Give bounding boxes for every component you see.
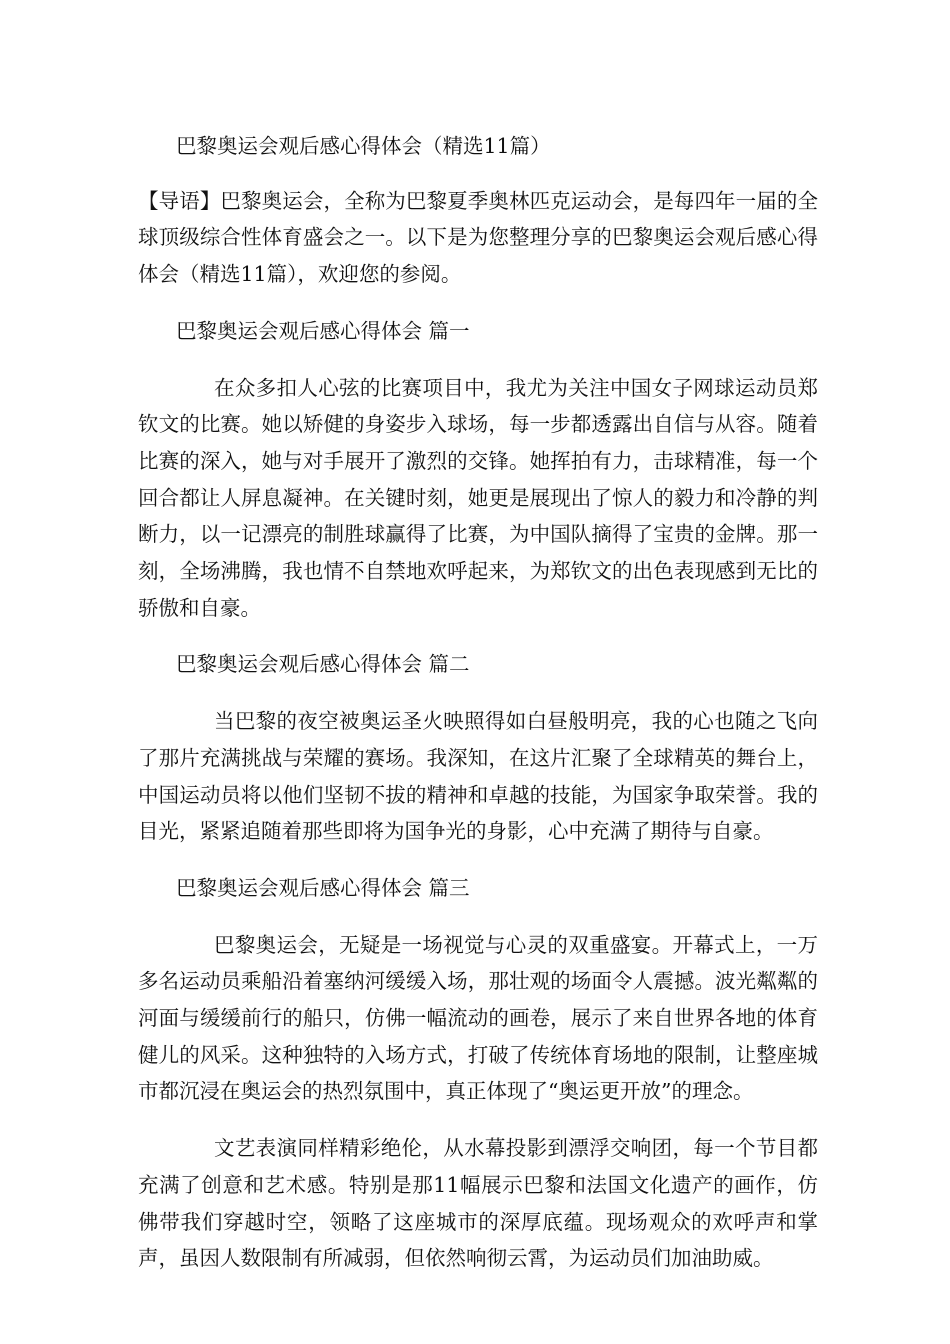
section-heading-2: 巴黎奥运会观后感心得体会 篇二 bbox=[176, 652, 470, 677]
section-3-paragraph-1: 巴黎奥运会，无疑是一场视觉与心灵的双重盛宴。开幕式上，一万多名运动员乘船沿着塞纳河缓缓入场，那壮观的场面令人震撼。波光粼粼的河面与缓缓前行的船只，仿佛一幅流动的画卷，展示了来自世界各地的体育健儿的风采。这种独特的入场方式，打破了传统体育场地的限制，让整座城市都沉浸在奥运会的热烈氛围中，真正体现了“奥运更开放”的理念。 bbox=[138, 932, 818, 1104]
section-3-paragraph-2: 文艺表演同样精彩绝伦，从水幕投影到漂浮交响团，每一个节目都充满了创意和艺术感。特别是那11幅展示巴黎和法国文化遗产的画作，仿佛带我们穿越时空，领略了这座城市的深厚底蕴。现场观众的欢呼声和掌声，虽因人数限制有所减弱，但依然响彻云霄，为运动员们加油助威。 bbox=[138, 1136, 818, 1271]
section-1-paragraph-1: 在众多扣人心弦的比赛项目中，我尤为关注中国女子网球运动员郑钦文的比赛。她以矫健的身姿步入球场，每一步都透露出自信与从容。随着比赛的深入，她与对手展开了激烈的交锋。她挥拍有力，击球精准，每一个回合都让人屏息凝神。在关键时刻，她更是展现出了惊人的毅力和冷静的判断力，以一记漂亮的制胜球赢得了比赛，为中国队摘得了宝贵的金牌。那一刻，全场沸腾，我也情不自禁地欢呼起来，为郑钦文的出色表现感到无比的骄傲和自豪。 bbox=[138, 375, 818, 620]
document-title: 巴黎奥运会观后感心得体会（精选11篇） bbox=[176, 134, 551, 158]
section-heading-1: 巴黎奥运会观后感心得体会 篇一 bbox=[176, 318, 470, 343]
section-2-paragraph-1: 当巴黎的夜空被奥运圣火映照得如白昼般明亮，我的心也随之飞向了那片充满挑战与荣耀的赛场。我深知，在这片汇聚了全球精英的舞台上，中国运动员将以他们坚韧不拔的精神和卓越的技能，为国家争取荣誉。我的目光，紧紧追随着那些即将为国争光的身影，心中充满了期待与自豪。 bbox=[138, 709, 818, 844]
section-heading-3: 巴黎奥运会观后感心得体会 篇三 bbox=[176, 875, 470, 900]
document-page bbox=[138, 128, 818, 1277]
intro-paragraph: 【导语】巴黎奥运会，全称为巴黎夏季奥林匹克运动会，是每四年一届的全球顶级综合性体育盛会之一。以下是为您整理分享的巴黎奥运会观后感心得体会（精选11篇），欢迎您的参阅。 bbox=[138, 188, 818, 287]
